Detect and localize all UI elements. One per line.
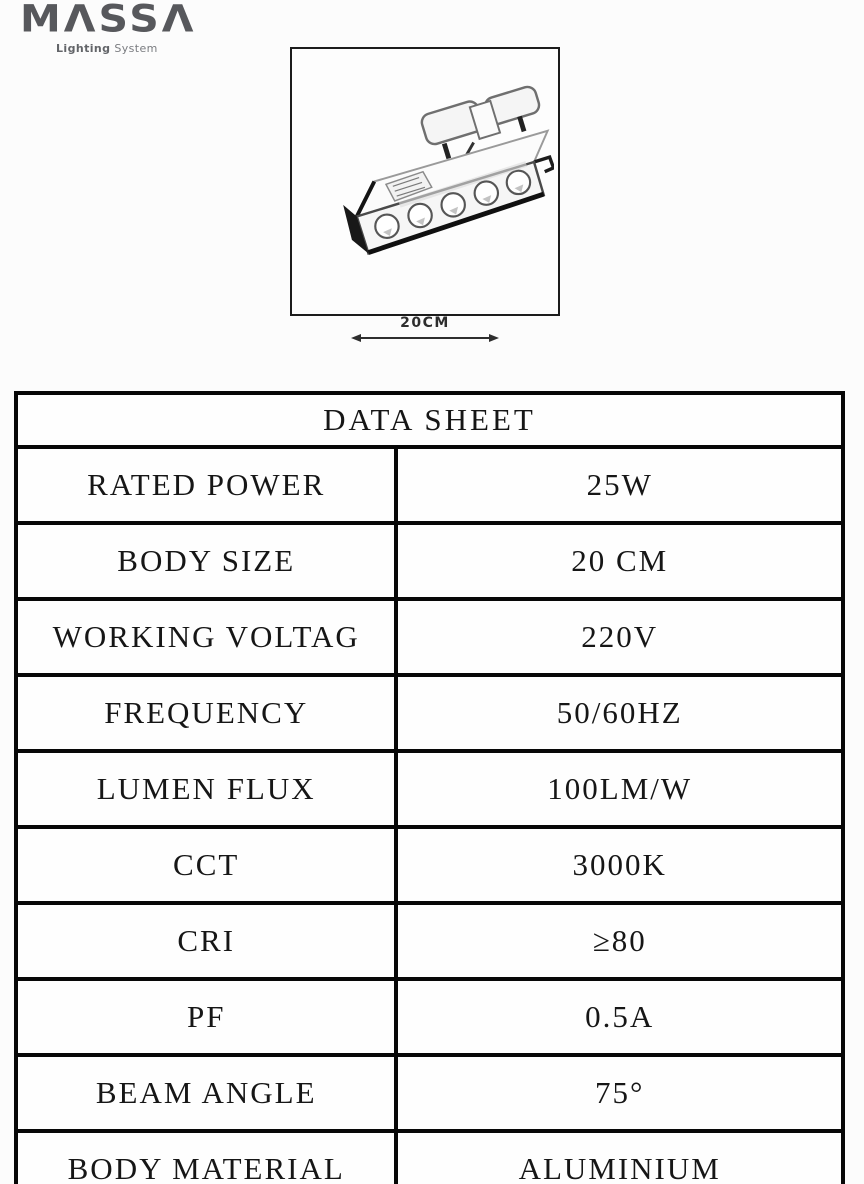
spec-value: 75° <box>396 1055 843 1131</box>
spec-value: ALUMINIUM <box>396 1131 843 1184</box>
spec-row-working-voltage <box>16 599 843 675</box>
spec-row-cri <box>16 903 843 979</box>
spec-row-cct <box>16 827 843 903</box>
spec-value: 20 CM <box>396 523 843 599</box>
product-figure-box <box>290 47 560 316</box>
dimension-label: 20CM <box>400 315 450 331</box>
spec-label: FREQUENCY <box>16 675 396 751</box>
logo-text: MΛSSΛ <box>20 0 197 41</box>
spec-row-rated-power <box>16 447 843 523</box>
dimension-arrow-icon <box>350 331 500 345</box>
spec-value: 25W <box>396 447 843 523</box>
dimension-annotation <box>290 316 560 350</box>
logo-subtitle <box>56 42 196 55</box>
spec-label: PF <box>16 979 396 1055</box>
datasheet-title: DATA SHEET <box>16 393 843 447</box>
spec-label: RATED POWER <box>16 447 396 523</box>
spec-row-body-size <box>16 523 843 599</box>
spec-value: 50/60HZ <box>396 675 843 751</box>
brand-logo <box>20 0 196 55</box>
spec-value: 100LM/W <box>396 751 843 827</box>
spec-label: CCT <box>16 827 396 903</box>
spec-row-beam-angle <box>16 1055 843 1131</box>
spec-value: ≥80 <box>396 903 843 979</box>
spec-label: WORKING VOLTAG <box>16 599 396 675</box>
spec-value: 3000K <box>396 827 843 903</box>
spec-value: 220V <box>396 599 843 675</box>
spec-label: BODY SIZE <box>16 523 396 599</box>
spec-label: BODY MATERIAL <box>16 1131 396 1184</box>
spec-label: LUMEN FLUX <box>16 751 396 827</box>
spec-value: 0.5A <box>396 979 843 1055</box>
spec-label: BEAM ANGLE <box>16 1055 396 1131</box>
product-sketch-image <box>292 49 554 310</box>
logo-subtitle-word2: System <box>114 42 158 55</box>
spec-row-pf <box>16 979 843 1055</box>
spec-row-frequency <box>16 675 843 751</box>
logo-subtitle-word1: Lighting <box>56 42 111 55</box>
spec-row-body-material <box>16 1131 843 1184</box>
datasheet-section <box>14 391 845 1184</box>
spec-row-lumen-flux <box>16 751 843 827</box>
datasheet-table <box>14 391 845 1184</box>
spec-label: CRI <box>16 903 396 979</box>
